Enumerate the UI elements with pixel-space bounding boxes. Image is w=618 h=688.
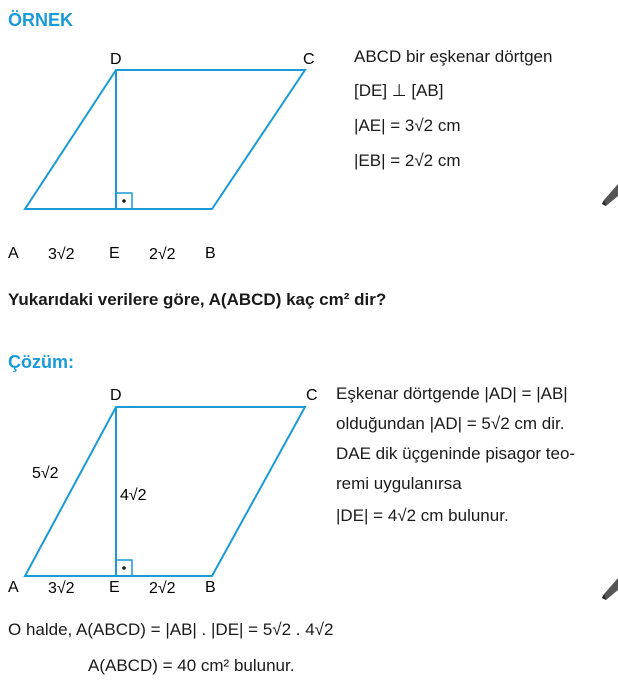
solution-line-1: Eşkenar dörtgende |AD| = |AB| [336, 384, 568, 403]
rhombus-outline [25, 70, 305, 209]
eb-length-label: 2√2 [149, 246, 176, 263]
ad-length-label: 5√2 [32, 465, 59, 482]
solution-rhombus-figure [0, 378, 340, 608]
vertex-e-label: E [109, 579, 120, 596]
vertex-c-label: C [306, 387, 318, 404]
solution-line-4: remi uygulanırsa [336, 474, 462, 493]
de-length-label: 4√2 [120, 487, 147, 504]
example-heading: ÖRNEK [8, 10, 74, 30]
given-1: ABCD bir eşkenar dörtgen [354, 47, 553, 66]
right-angle-dot [122, 199, 126, 203]
eb-length-label: 2√2 [149, 580, 176, 597]
solution-line-3: DAE dik üçgeninde pisagor teo- [336, 444, 576, 463]
pencil-icon [600, 182, 618, 214]
vertex-a-label: A [8, 579, 19, 596]
vertex-e-label: E [109, 245, 120, 262]
vertex-d-label: D [110, 51, 122, 68]
vertex-b-label: B [205, 579, 216, 596]
ae-length-label: 3√2 [48, 580, 75, 597]
right-angle-dot [122, 566, 126, 570]
given-2: [DE] ⊥ [AB] [354, 81, 444, 100]
pencil-icon [600, 576, 618, 608]
example-question: Yukarıdaki verilere göre, A(ABCD) kaç cm² dir? [8, 290, 387, 309]
solution-line-2: olduğundan |AD| = 5√2 cm dir. [336, 414, 565, 433]
given-3: |AE| = 3√2 cm [354, 116, 461, 135]
ae-length-label: 3√2 [48, 246, 75, 263]
solution-heading: Çözüm: [8, 352, 74, 372]
vertex-a-label: A [8, 245, 19, 262]
vertex-c-label: C [303, 51, 315, 68]
solution-result-2: A(ABCD) = 40 cm² bulunur. [88, 656, 295, 675]
vertex-b-label: B [205, 245, 216, 262]
vertex-d-label: D [110, 387, 122, 404]
solution-result-1: O halde, A(ABCD) = |AB| . |DE| = 5√2 . 4√2 [8, 620, 334, 639]
given-4: |EB| = 2√2 cm [354, 151, 461, 170]
rhombus-outline [25, 407, 305, 576]
solution-line-5: |DE| = 4√2 cm bulunur. [336, 506, 509, 525]
example-rhombus-figure [0, 40, 340, 270]
